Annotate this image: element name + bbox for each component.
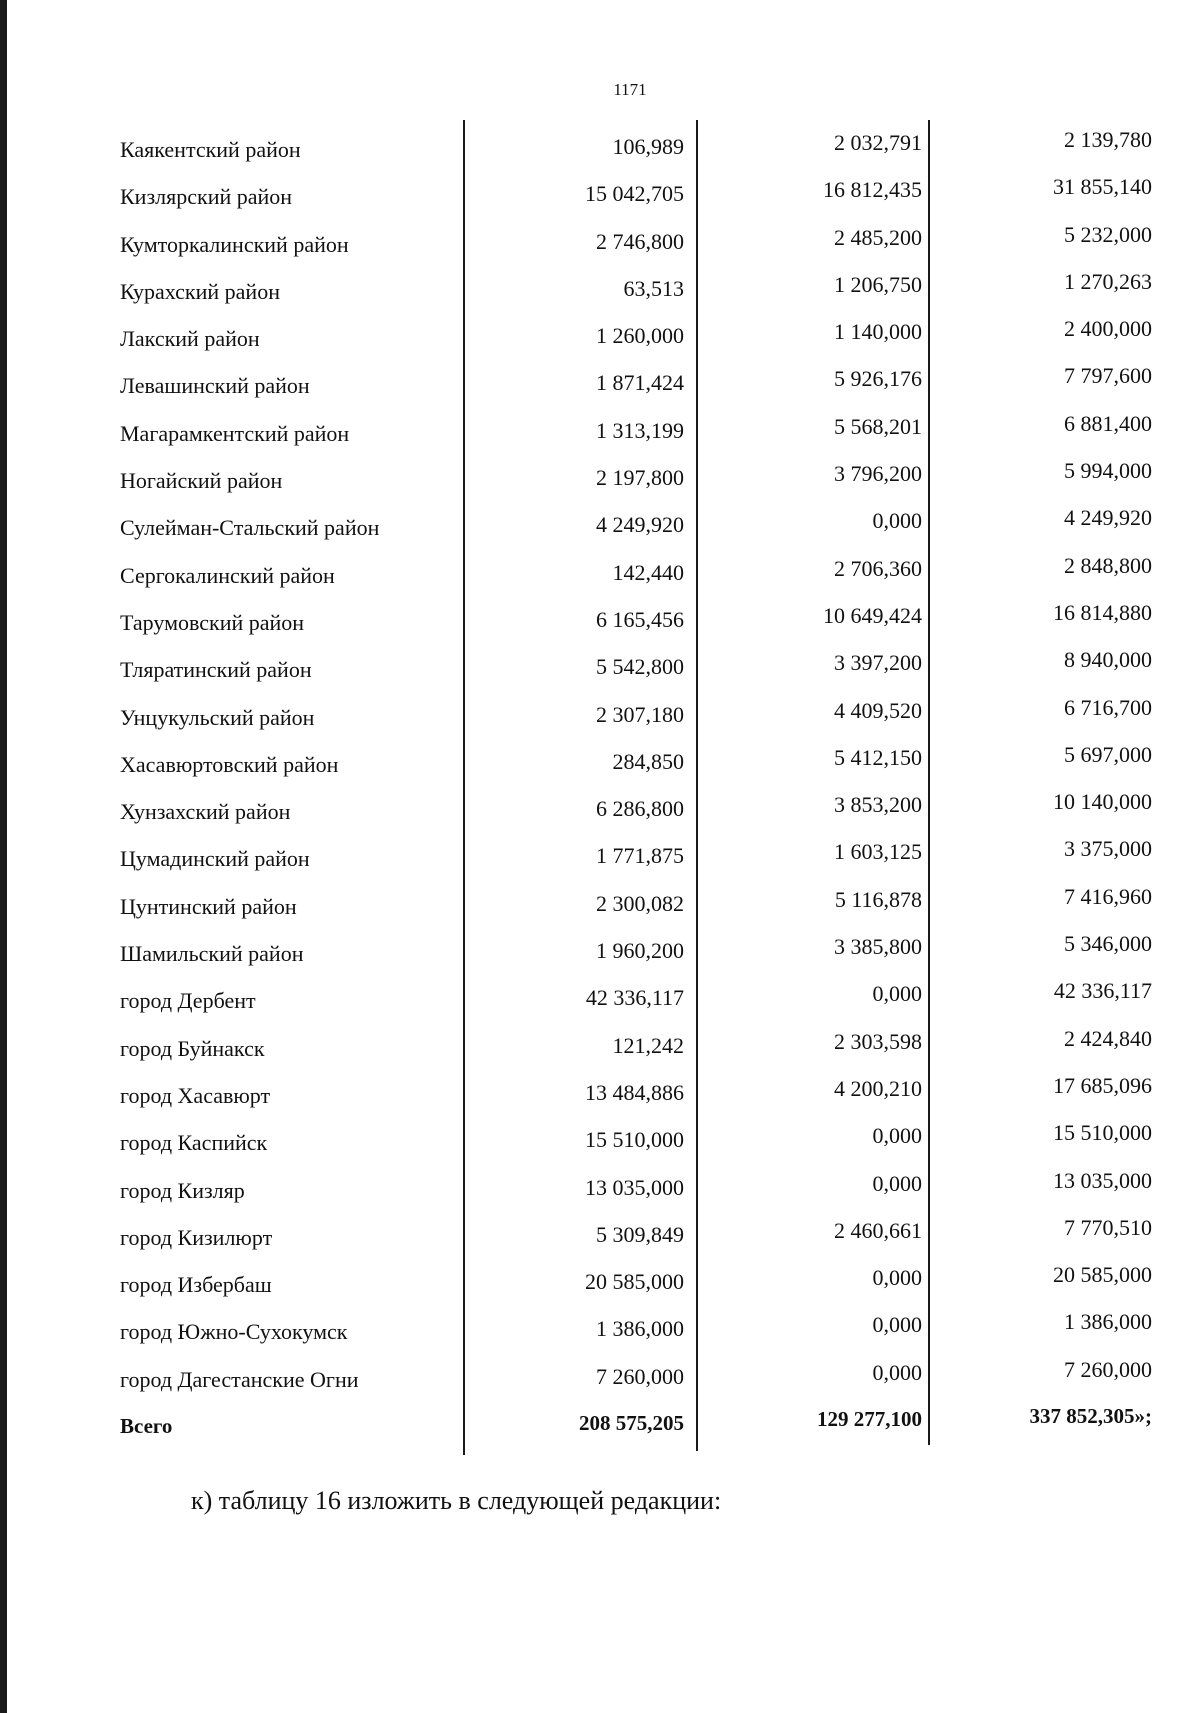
district-name-cell: Хунзахский район <box>120 799 291 825</box>
value-cell-2: 4 200,210 <box>834 1075 922 1101</box>
district-name-cell: Унцукульский район <box>120 704 315 730</box>
table-row <box>0 786 1200 833</box>
value-cell-1: 121,242 <box>612 1032 684 1058</box>
value-cell-2: 1 206,750 <box>834 271 922 297</box>
table-row <box>0 1354 1200 1401</box>
value-cell-2: 2 032,791 <box>834 130 922 155</box>
value-cell-2: 0,000 <box>872 1170 922 1196</box>
district-name-cell: город Дербент <box>120 988 256 1014</box>
value-cell-3: 3 375,000 <box>1064 836 1152 862</box>
value-cell-1: 5 542,800 <box>596 654 684 680</box>
value-cell-3: 6 716,700 <box>1064 694 1152 720</box>
value-cell-2: 0,000 <box>872 508 922 534</box>
value-cell-1: 2 197,800 <box>596 465 684 491</box>
value-cell-3: 1 270,263 <box>1064 268 1152 294</box>
table-row <box>0 1165 1200 1212</box>
district-name-cell: Левашинский район <box>120 373 310 399</box>
value-cell-1: 15 042,705 <box>585 181 684 207</box>
district-name-cell: город Хасавюрт <box>120 1082 271 1108</box>
value-cell-2: 5 116,878 <box>834 886 922 912</box>
district-name-cell: Магарамкентский район <box>120 420 350 446</box>
value-cell-3: 8 940,000 <box>1064 647 1152 673</box>
value-cell-3: 337 852,305»; <box>1029 1404 1152 1429</box>
table-row <box>0 881 1200 928</box>
value-cell-3: 5 346,000 <box>1064 931 1152 957</box>
value-cell-2: 3 853,200 <box>834 792 922 818</box>
table-row <box>0 219 1200 266</box>
value-cell-2: 3 385,800 <box>834 934 922 960</box>
table-row <box>0 502 1200 549</box>
value-cell-1: 1 386,000 <box>596 1316 684 1342</box>
district-name-cell: город Дагестанские Огни <box>120 1366 359 1392</box>
value-cell-3: 2 424,840 <box>1064 1025 1152 1051</box>
table-row <box>0 266 1200 313</box>
district-name-cell: город Каспийск <box>120 1130 268 1156</box>
table-row <box>0 360 1200 407</box>
value-cell-2: 0,000 <box>872 1312 922 1338</box>
table-row <box>0 928 1200 975</box>
district-name-cell: Кумторкалинский район <box>120 231 349 257</box>
value-cell-2: 16 812,435 <box>823 177 922 203</box>
value-cell-1: 63,513 <box>623 275 684 301</box>
table-row <box>0 692 1200 739</box>
value-cell-3: 7 416,960 <box>1064 883 1152 909</box>
district-name-cell: Цумадинский район <box>120 846 310 872</box>
value-cell-1: 5 309,849 <box>596 1221 684 1247</box>
value-cell-3: 13 035,000 <box>1053 1167 1152 1193</box>
page-number: 1171 <box>613 80 647 99</box>
value-cell-1: 1 871,424 <box>596 370 684 396</box>
value-cell-1: 1 313,199 <box>596 417 684 443</box>
table-row <box>0 408 1200 455</box>
table-row <box>0 313 1200 360</box>
value-cell-2: 2 485,200 <box>834 224 922 250</box>
district-name-cell: Цунтинский район <box>120 893 297 919</box>
value-cell-3: 10 140,000 <box>1053 789 1152 815</box>
value-cell-2: 3 796,200 <box>834 461 922 487</box>
district-name-cell: Тарумовский район <box>120 609 305 635</box>
value-cell-1: 6 286,800 <box>596 796 684 822</box>
instruction-text: к) таблицу 16 изложить в следующей редакции: <box>191 1486 722 1515</box>
table-row <box>0 833 1200 880</box>
district-name-cell: город Буйнакск <box>120 1035 265 1061</box>
value-cell-1: 2 307,180 <box>596 701 684 727</box>
value-cell-1: 208 575,205 <box>579 1411 684 1436</box>
value-cell-1: 15 510,000 <box>585 1127 684 1153</box>
district-name-cell: город Избербаш <box>120 1272 272 1298</box>
table-row <box>0 1212 1200 1259</box>
value-cell-2: 2 460,661 <box>834 1217 922 1243</box>
value-cell-1: 7 260,000 <box>596 1363 684 1389</box>
table-row <box>0 975 1200 1022</box>
value-cell-2: 3 397,200 <box>834 650 922 676</box>
value-cell-1: 284,850 <box>612 748 684 774</box>
table-row <box>0 550 1200 597</box>
value-cell-3: 42 336,117 <box>1053 978 1152 1004</box>
table-row <box>0 1070 1200 1117</box>
value-cell-2: 0,000 <box>872 1123 922 1149</box>
value-cell-2: 0,000 <box>872 1265 922 1291</box>
value-cell-1: 106,989 <box>612 134 684 159</box>
value-cell-2: 10 649,424 <box>823 602 922 628</box>
district-name-cell: Кизлярский район <box>120 184 293 210</box>
value-cell-3: 16 814,880 <box>1053 599 1152 625</box>
value-cell-1: 42 336,117 <box>585 985 684 1011</box>
value-cell-2: 0,000 <box>872 1359 922 1385</box>
value-cell-2: 0,000 <box>872 981 922 1007</box>
value-cell-3: 31 855,140 <box>1053 174 1152 200</box>
value-cell-1: 1 260,000 <box>596 323 684 349</box>
district-name-cell: Сергокалинский район <box>120 562 335 588</box>
value-cell-1: 13 035,000 <box>585 1174 684 1200</box>
table-row <box>0 1023 1200 1070</box>
district-name-cell: Лакский район <box>120 326 260 352</box>
table-row <box>0 1259 1200 1306</box>
value-cell-3: 2 848,800 <box>1064 552 1152 578</box>
district-name-cell: Тляратинский район <box>120 657 312 683</box>
district-name-cell: Хасавюртовский район <box>120 751 339 777</box>
value-cell-3: 5 994,000 <box>1064 458 1152 484</box>
value-cell-3: 6 881,400 <box>1064 410 1152 436</box>
value-cell-2: 2 706,360 <box>834 555 922 581</box>
table-row <box>0 644 1200 691</box>
district-name-cell: Сулейман-Стальский район <box>120 515 380 541</box>
district-name-cell: город Кизилюрт <box>120 1224 273 1250</box>
district-name-cell: город Южно-Сухокумск <box>120 1319 348 1345</box>
table-row <box>0 739 1200 786</box>
value-cell-3: 7 770,510 <box>1064 1214 1152 1240</box>
table-row <box>0 597 1200 644</box>
value-cell-3: 7 797,600 <box>1064 363 1152 389</box>
district-name-cell: Всего <box>120 1414 173 1439</box>
value-cell-1: 20 585,000 <box>585 1269 684 1295</box>
value-cell-1: 13 484,886 <box>585 1079 684 1105</box>
table-row <box>0 1306 1200 1353</box>
value-cell-3: 5 697,000 <box>1064 741 1152 767</box>
total-row <box>0 1401 1200 1448</box>
value-cell-3: 2 139,780 <box>1064 127 1152 152</box>
value-cell-2: 5 926,176 <box>834 366 922 392</box>
value-cell-3: 17 685,096 <box>1053 1072 1152 1098</box>
district-name-cell: Ногайский район <box>120 468 283 494</box>
value-cell-1: 142,440 <box>612 559 684 585</box>
value-cell-3: 20 585,000 <box>1053 1262 1152 1288</box>
table-row <box>0 1117 1200 1164</box>
value-cell-2: 4 409,520 <box>834 697 922 723</box>
value-cell-3: 5 232,000 <box>1064 221 1152 247</box>
value-cell-2: 1 140,000 <box>834 319 922 345</box>
value-cell-1: 2 300,082 <box>596 890 684 916</box>
value-cell-3: 4 249,920 <box>1064 505 1152 531</box>
value-cell-2: 1 603,125 <box>834 839 922 865</box>
district-name-cell: Каякентский район <box>120 137 301 162</box>
value-cell-2: 2 303,598 <box>834 1028 922 1054</box>
value-cell-2: 5 412,150 <box>834 744 922 770</box>
value-cell-1: 4 249,920 <box>596 512 684 538</box>
value-cell-1: 2 746,800 <box>596 228 684 254</box>
value-cell-3: 2 400,000 <box>1064 316 1152 342</box>
value-cell-3: 1 386,000 <box>1064 1309 1152 1335</box>
district-name-cell: Шамильский район <box>120 941 304 967</box>
value-cell-1: 1 960,200 <box>596 938 684 964</box>
value-cell-1: 1 771,875 <box>596 843 684 869</box>
district-name-cell: город Кизляр <box>120 1177 245 1203</box>
district-name-cell: Курахский район <box>120 278 280 304</box>
value-cell-1: 6 165,456 <box>596 606 684 632</box>
value-cell-2: 129 277,100 <box>817 1407 922 1432</box>
table-row <box>0 455 1200 502</box>
table-row <box>0 171 1200 218</box>
value-cell-2: 5 568,201 <box>834 413 922 439</box>
budget-table <box>0 124 1200 1448</box>
value-cell-3: 15 510,000 <box>1053 1120 1152 1146</box>
table-row <box>0 124 1200 171</box>
value-cell-3: 7 260,000 <box>1064 1356 1152 1382</box>
